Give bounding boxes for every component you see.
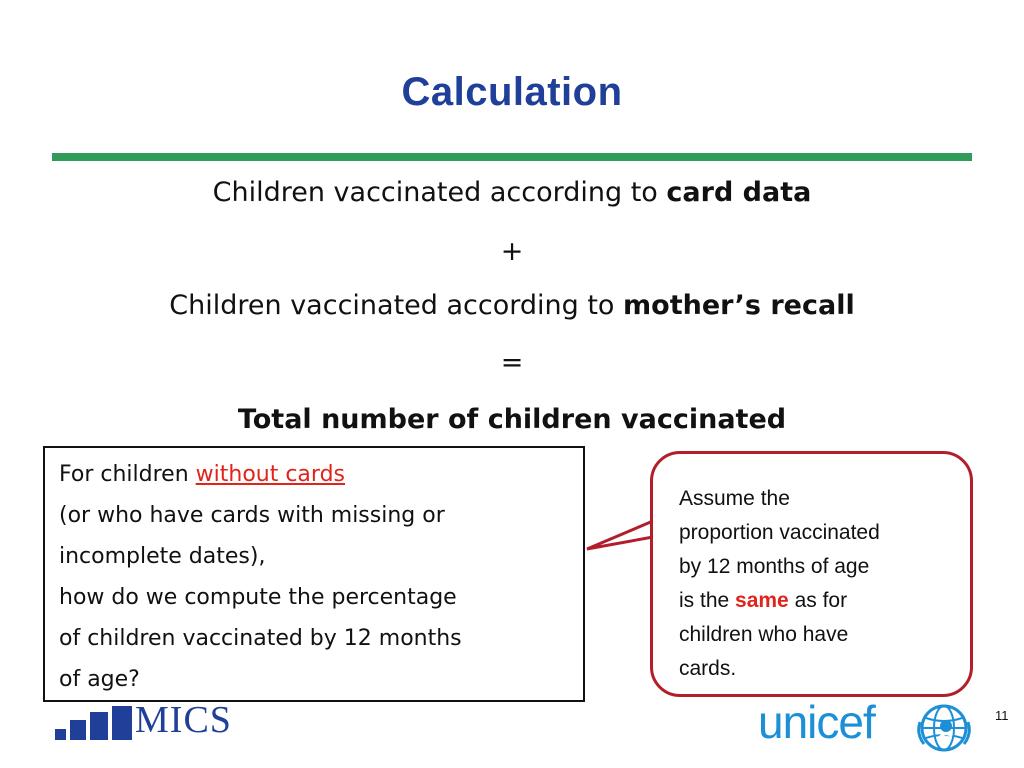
formula-plus: + [500,236,524,267]
question-line-5: of children vaccinated by 12 months [59,626,462,651]
mics-bar-icon [55,729,66,740]
question-line-3: incomplete dates), [59,544,266,569]
callout-line-3: by 12 months of age [679,555,870,578]
question-line-4: how do we compute the percentage [59,585,457,610]
without-cards-highlight: without cards [195,462,345,487]
formula-line-card [0,177,1024,208]
slide-title: Calculation [401,70,623,114]
callout-line-4 [679,584,950,618]
formula-mothers-recall: mother’s recall [623,290,855,321]
formula-equals: = [500,347,524,378]
formula-line-card-text: Children vaccinated according to [212,177,667,208]
callout-line-1: Assume the [679,487,790,510]
formula-result: Total number of children vaccinated [237,404,787,435]
question-line-1 [59,454,569,495]
callout-line-2: proportion vaccinated [679,521,880,544]
title-divider [52,153,972,161]
mics-logo-text: MICS [135,699,232,741]
same-highlight: same [735,589,789,612]
callout-line-4-prefix: is the [679,589,736,612]
callout-line-5: children who have [679,623,849,646]
callout-line-6: cards. [679,657,737,680]
callout-tail [585,515,655,555]
formula-line-recall-text: Children vaccinated according to [169,290,624,321]
page-number: 11 [995,708,1009,723]
formula-card-data: card data [666,177,812,208]
callout-bubble [650,451,973,697]
unicef-globe-icon [916,700,972,756]
mics-bar-icon [70,720,86,740]
question-line-6: of age? [59,667,140,692]
mics-bar-icon [90,712,108,740]
question-line-2: (or who have cards with missing or [59,503,445,528]
mics-bar-icon [112,706,132,740]
question-box [43,446,585,702]
callout-line-4-suffix: as for [788,589,848,612]
unicef-logo-text: unicef [758,696,875,748]
formula-line-recall [0,290,1024,321]
question-prefix: For children [59,462,196,487]
